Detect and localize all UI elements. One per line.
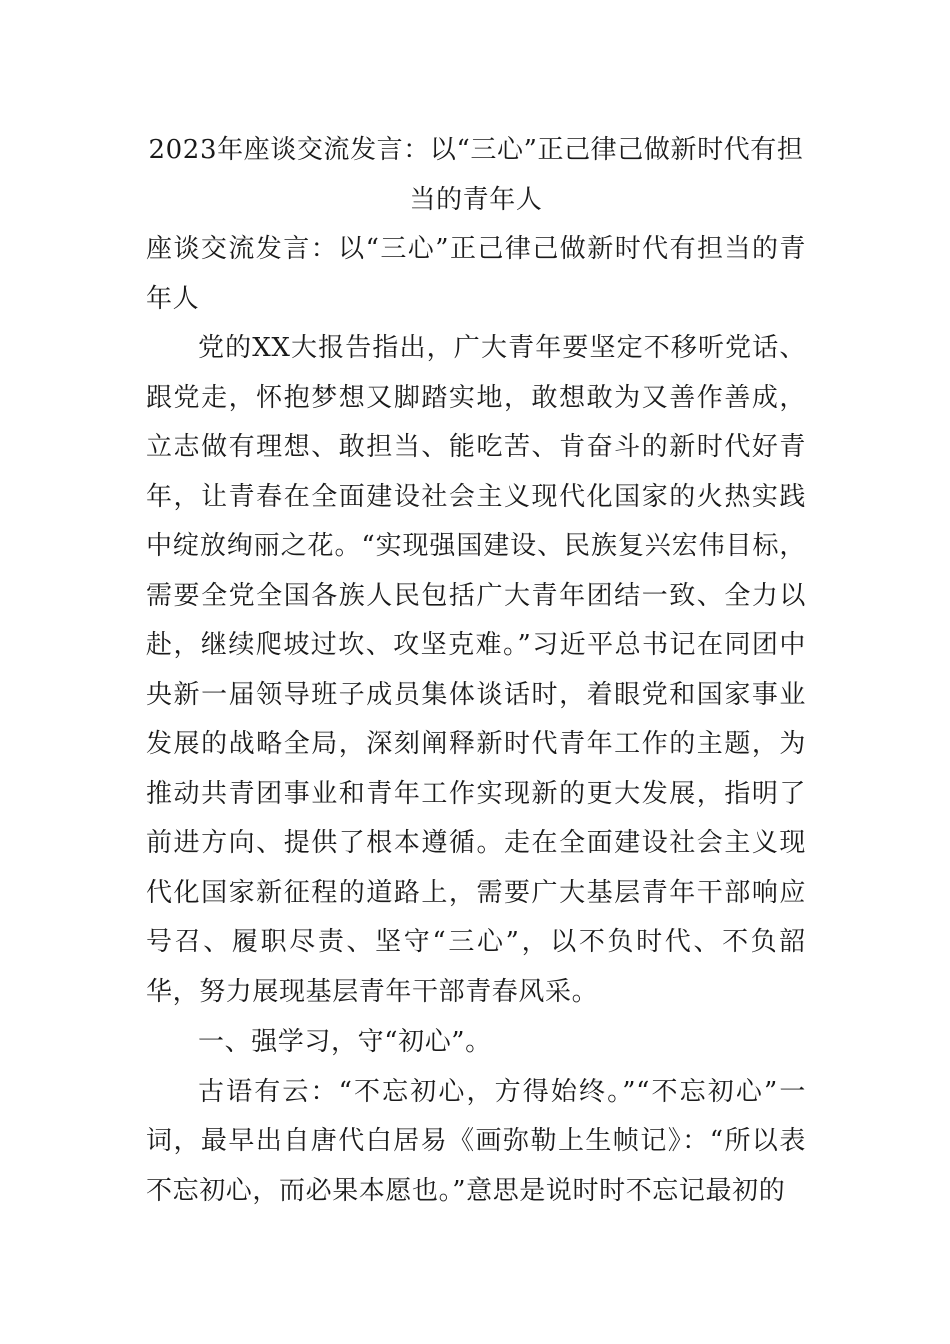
section-heading: 一、强学习，守“初心”。 [198,1027,492,1057]
document-body [146,126,806,1216]
section-paragraph: 古语有云：“不忘初心，方得始终。”“不忘初心”一词，最早出自唐代白居易《画弥勒上生帧记》：“所以表不忘初心，而必果本愿也。”意思是说时时不忘记最初的 [146,1076,806,1206]
document-title: 2023年座谈交流发言：以“三心”正己律己做新时代有担当的青年人 [148,135,804,215]
document-subtitle: 座谈交流发言：以“三心”正己律己做新时代有担当的青年人 [146,234,806,314]
body-paragraph: 党的XX大报告指出，广大青年要坚定不移听党话、跟党走，怀抱梦想又脚踏实地，敢想敢为又善作善成，立志做有理想、敢担当、能吃苦、肯奋斗的新时代好青年，让青春在全面建设社会主义现代化国家的火热实践中绽放绚丽之花。“实现强国建设、民族复兴宏伟目标，需要全党全国各族人民包括广大青年团结一致、全力以赴，继续爬坡过坎、攻坚克难。”习近平总书记在同团中央新一届领导班子成员集体谈话时，着眼党和国家事业发展的战略全局，深刻阐释新时代青年工作的主题，为推动共青团事业和青年工作实现新的更大发展，指明了前进方向、提供了根本遵循。走在全面建设社会主义现代化国家新征程的道路上，需要广大基层青年干部响应号召、履职尽责、坚守“三心”，以不负时代、不负韶华，努力展现基层青年干部青春风采。 [146,333,806,1007]
